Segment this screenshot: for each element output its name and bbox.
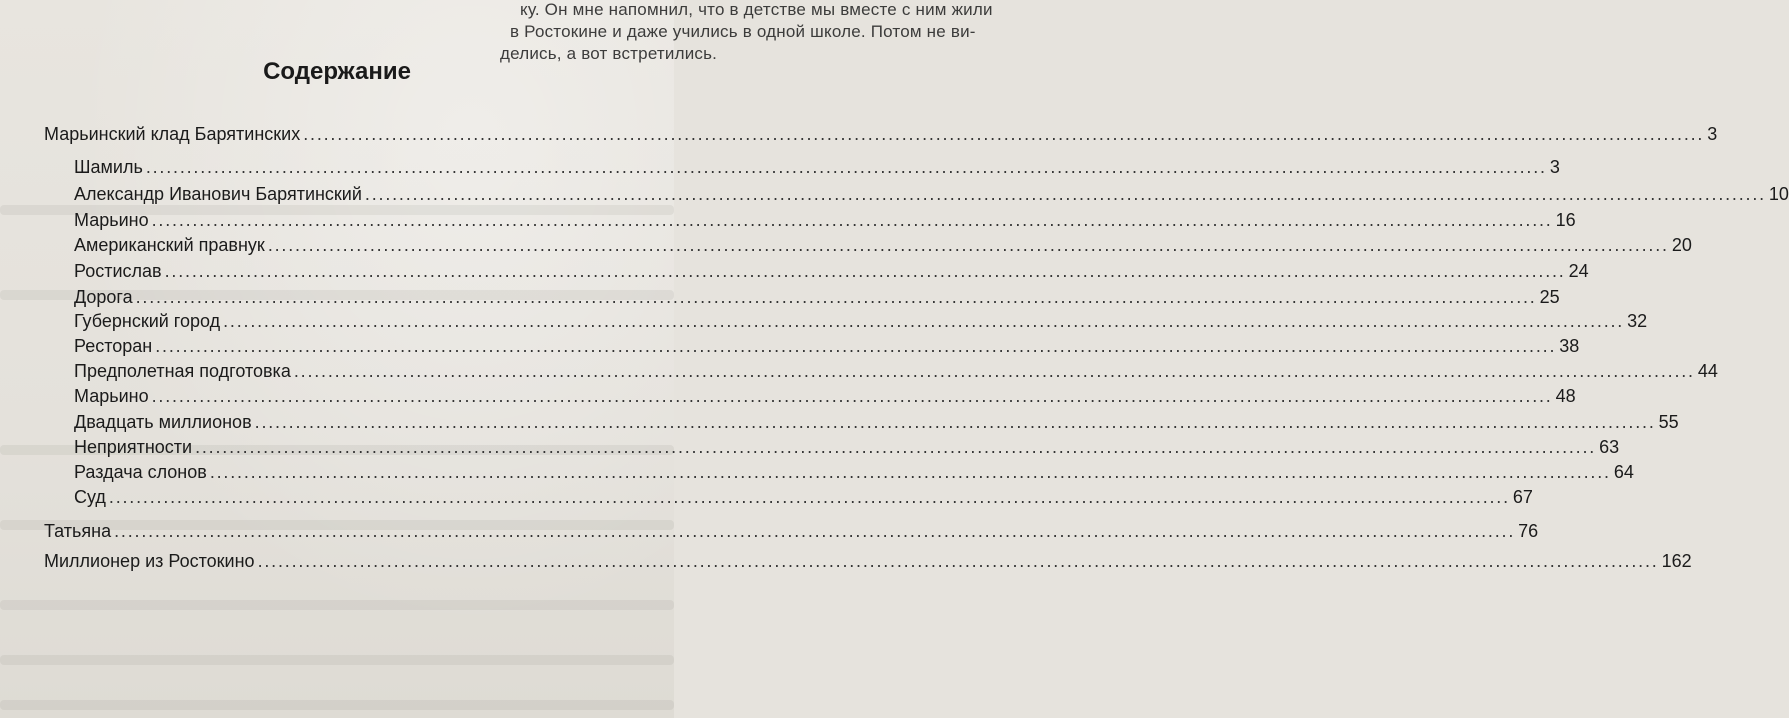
toc-dot-leader — [152, 209, 1553, 231]
toc-entry — [74, 209, 1576, 231]
toc-entry-page: 44 — [1697, 361, 1718, 381]
previous-text-fragment — [0, 0, 993, 63]
toc-entry-title: Раздача слонов — [74, 462, 207, 482]
toc-entry-page: 162 — [1661, 551, 1692, 571]
toc-entry — [44, 123, 1718, 145]
toc-entry-page: 38 — [1559, 336, 1580, 356]
toc-title: Содержание — [263, 58, 411, 85]
toc-entry-title: Дорога — [74, 287, 133, 307]
toc-entry — [44, 550, 1692, 572]
toc-entry-title: Шамиль — [74, 157, 143, 177]
toc-dot-leader — [303, 123, 1704, 145]
toc-entry-title: Суд — [74, 487, 106, 507]
toc-dot-leader — [210, 461, 1611, 483]
fragment-line: делись, а вот встретились. — [500, 44, 718, 63]
toc-dot-leader — [146, 156, 1547, 178]
toc-entry — [74, 156, 1560, 178]
toc-entry — [74, 486, 1533, 508]
toc-dot-leader — [136, 286, 1537, 308]
toc-dot-leader — [268, 234, 1669, 256]
toc-entry-title: Марьино — [74, 386, 149, 406]
toc-entry — [74, 411, 1679, 433]
toc-entry-title: Александр Иванович Барятинский — [74, 184, 362, 204]
toc-dot-leader — [109, 486, 1510, 508]
toc-entry-page: 32 — [1627, 311, 1648, 331]
toc-entry-title: Миллионер из Ростокино — [44, 551, 255, 571]
toc-dot-leader — [165, 260, 1566, 282]
toc-entry-page: 20 — [1671, 235, 1692, 255]
toc-dot-leader — [294, 360, 1695, 382]
toc-entry-title: Предполетная подготовка — [74, 361, 291, 381]
toc-entry-page: 3 — [1707, 124, 1718, 144]
toc-entry-page: 63 — [1599, 437, 1620, 457]
toc-entry-page: 76 — [1518, 521, 1539, 541]
toc-entry-title: Татьяна — [44, 521, 112, 541]
show-through-band — [0, 700, 674, 710]
toc-entry-title: Ростислав — [74, 261, 162, 281]
toc-dot-leader — [258, 550, 1659, 572]
toc-entry — [44, 520, 1539, 542]
toc-entry-title: Двадцать миллионов — [74, 412, 252, 432]
show-through-band — [0, 655, 674, 665]
toc-entry-page: 55 — [1658, 412, 1679, 432]
toc-entry — [74, 385, 1576, 407]
toc-entry-page: 3 — [1549, 157, 1560, 177]
toc-entry-title: Марьинский клад Барятинских — [44, 124, 301, 144]
toc-entry-page: 64 — [1613, 462, 1634, 482]
toc-dot-leader — [114, 520, 1515, 542]
toc-entry-page: 16 — [1555, 210, 1576, 230]
toc-dot-leader — [365, 183, 1766, 205]
toc-entry — [74, 461, 1634, 483]
toc-entry — [74, 286, 1560, 308]
toc-dot-leader — [152, 385, 1553, 407]
toc-entry-page: 24 — [1568, 261, 1589, 281]
toc-entry — [74, 183, 1789, 205]
toc-entry-page: 25 — [1539, 287, 1560, 307]
toc-entry-page: 67 — [1512, 487, 1533, 507]
toc-entry-title: Губернский город — [74, 311, 221, 331]
toc-entry — [74, 234, 1692, 256]
toc-entry-title: Американский правнук — [74, 235, 265, 255]
fragment-line: ку. Он мне напомнил, что в детстве мы вместе с ним жили — [520, 0, 993, 19]
toc-entry — [74, 335, 1580, 357]
toc-entry — [74, 260, 1589, 282]
toc-entry — [74, 310, 1648, 332]
toc-entry-title: Марьино — [74, 210, 149, 230]
toc-entry — [74, 436, 1620, 458]
fragment-line: в Ростокине и даже учились в одной школе. Потом не ви- — [510, 22, 976, 41]
toc-entry-title: Неприятности — [74, 437, 193, 457]
toc-dot-leader — [195, 436, 1596, 458]
toc-dot-leader — [223, 310, 1624, 332]
toc-entry-page: 48 — [1555, 386, 1576, 406]
toc-entry-page: 10 — [1768, 184, 1789, 204]
toc-entry — [74, 360, 1718, 382]
show-through-band — [0, 600, 674, 610]
toc-entry-title: Ресторан — [74, 336, 153, 356]
toc-dot-leader — [155, 335, 1556, 357]
toc-dot-leader — [255, 411, 1656, 433]
